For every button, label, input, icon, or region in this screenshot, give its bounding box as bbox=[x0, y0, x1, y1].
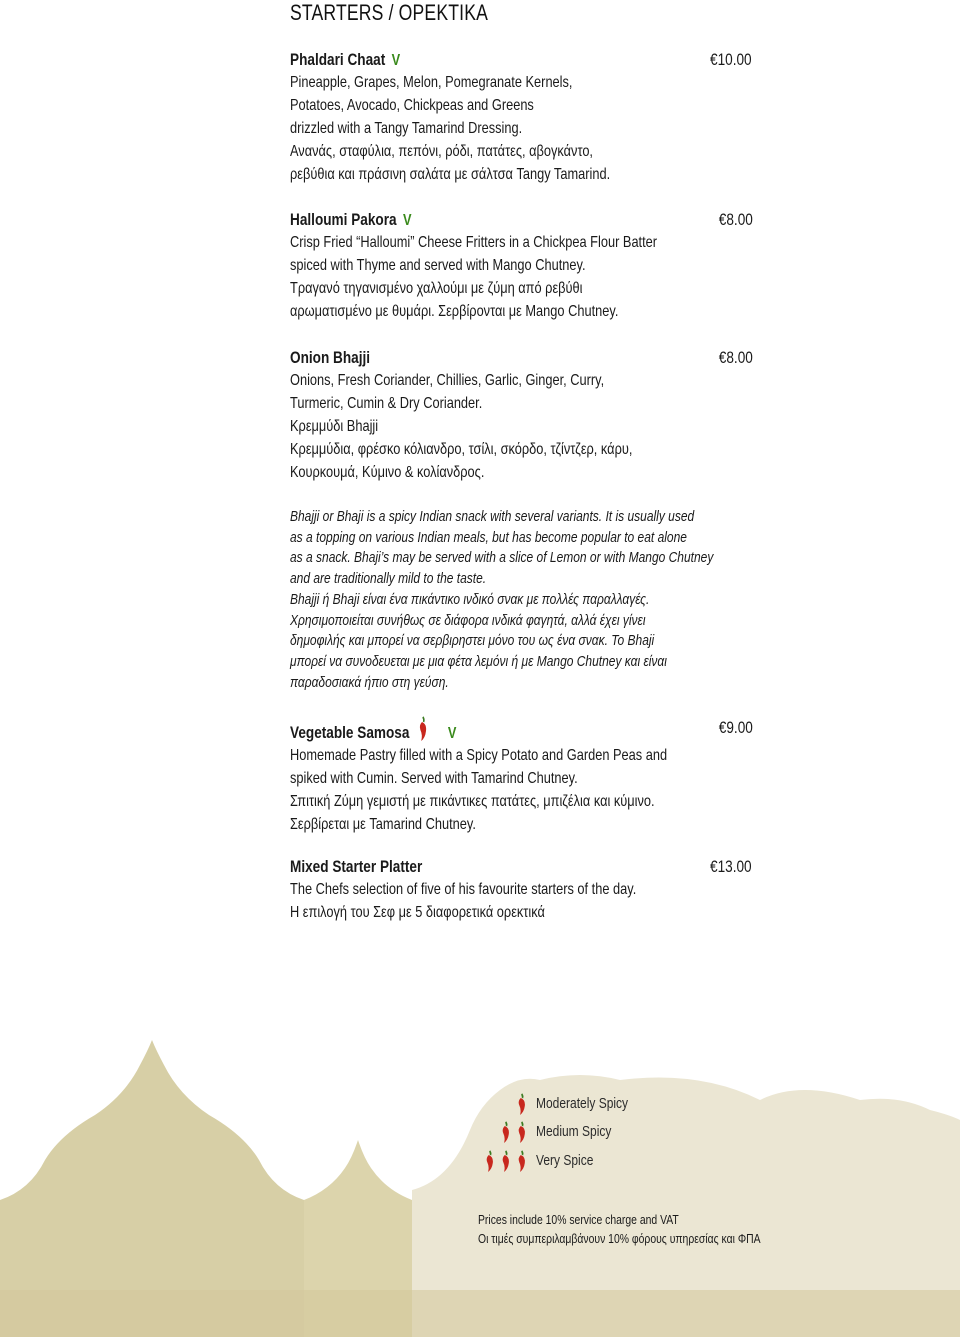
item-price: €8.00 bbox=[718, 210, 753, 229]
item-desc-line: Κουρκουμά, Κύμινο & κολίανδρος. bbox=[290, 464, 485, 481]
vegetarian-mark: V bbox=[391, 52, 401, 69]
menu-item-halloumi-pakora bbox=[290, 208, 770, 323]
menu-item-vegetable-samosa bbox=[290, 716, 770, 836]
item-desc-line: The Chefs selection of five of his favourite starters of the day. bbox=[290, 881, 637, 898]
item-desc-line: Homemade Pastry filled with a Spicy Potato and Garden Peas and bbox=[290, 747, 668, 764]
note-line: Χρησιμοποιείται συνήθως σε διάφορα ινδικά φαγητά, αλλά έχει γίνει bbox=[290, 611, 646, 629]
item-name: Onion Bhajji bbox=[290, 348, 371, 367]
item-name: Vegetable Samosa bbox=[290, 723, 410, 742]
item-desc-line: Potatoes, Avocado, Chickpeas and Greens bbox=[290, 97, 534, 114]
legend-moderately-spicy bbox=[480, 1093, 656, 1117]
note-line: and are traditionally mild to the taste. bbox=[290, 570, 487, 588]
note-line: Bhajji or Bhaji is a spicy Indian snack with several variants. It is usually used bbox=[290, 508, 695, 525]
item-price: €8.00 bbox=[718, 348, 753, 367]
dome-silhouette-decoration bbox=[0, 1040, 960, 1337]
vegetarian-mark: V bbox=[402, 212, 412, 229]
note-line: μπορεί να συνοδευεται με μια φέτα λεμόνι ή με Mango Chutney και είναι bbox=[290, 652, 667, 670]
item-name: Halloumi Pakora bbox=[290, 210, 397, 229]
item-name: Phaldari Chaat bbox=[290, 50, 386, 69]
page-title: STARTERS / ΟΡΕΚΤΙΚΑ bbox=[290, 0, 488, 25]
item-desc-line: Crisp Fried “Halloumi” Cheese Fritters in a Chickpea Flour Batter bbox=[290, 234, 658, 251]
note-line: as a snack. Bhaji’s may be served with a slice of Lemon or with Mango Chutney bbox=[290, 549, 714, 567]
menu-item-mixed-starter-platter bbox=[290, 855, 770, 924]
vat-note-gr: Οι τιμές συμπεριλαμβάνουν 10% φόρους υπηρεσίας και ΦΠΑ bbox=[478, 1231, 761, 1246]
menu-item-onion-bhajji bbox=[290, 346, 770, 484]
item-desc-line: Pineapple, Grapes, Melon, Pomegranate Kernels, bbox=[290, 74, 573, 91]
legend-label: Medium Spicy bbox=[536, 1123, 612, 1140]
item-desc-line: Η επιλογή του Σεφ με 5 διαφορετικά ορεκτικά bbox=[290, 904, 545, 921]
chili-pepper-icon bbox=[498, 1121, 530, 1145]
vegetarian-mark: V bbox=[447, 725, 457, 742]
chili-pepper-icon bbox=[482, 1150, 530, 1174]
note-line: as a topping on various Indian meals, but has become popular to eat alone bbox=[290, 528, 687, 546]
item-desc-line: αρωματισμένο με θυμάρι. Σερβίρονται με Mango Chutney. bbox=[290, 303, 619, 320]
item-desc-line: Onions, Fresh Coriander, Chillies, Garlic, Ginger, Curry, bbox=[290, 372, 605, 389]
bhajji-note bbox=[290, 507, 713, 693]
note-line: δημοφιλής και μπορεί να σερβιρηστει μόνο του ως ένα σνακ. Το Bhaji bbox=[290, 632, 655, 650]
item-desc-line: Κρεμμύδια, φρέσκο κόλιανδρο, τσίλι, σκόρδο, τζίντζερ, κάρυ, bbox=[290, 441, 633, 458]
item-desc-line: drizzled with a Tangy Tamarind Dressing. bbox=[290, 120, 523, 137]
item-desc-line: Turmeric, Cumin & Dry Coriander. bbox=[290, 395, 483, 412]
note-line: παραδοσιακά ήπιο στη γεύση. bbox=[290, 673, 449, 691]
note-line: Bhajji ή Bhaji είναι ένα πικάντικο ινδικό σνακ με πολλές παραλλαγές. bbox=[290, 590, 650, 608]
item-desc-line: Τραγανό τηγανισμένο χαλλούμι με ζύμη από ρεβύθι bbox=[290, 280, 583, 297]
menu-item-phaldari-chaat bbox=[290, 48, 770, 186]
item-desc-line: Κρεμμύδι Bhajji bbox=[290, 418, 379, 435]
vat-note-en: Prices include 10% service charge and VAT bbox=[478, 1212, 679, 1227]
item-desc-line: Σπιτική Ζύμη γεμιστή με πικάντικες πατάτες, μπιζέλια και κύμινο. bbox=[290, 793, 655, 810]
legend-label: Very Spice bbox=[536, 1152, 594, 1169]
item-price: €9.00 bbox=[718, 718, 753, 737]
item-desc-line: Ανανάς, σταφύλια, πεπόνι, ρόδι, πατάτες, αβογκάντο, bbox=[290, 143, 593, 160]
item-desc-line: spiked with Cumin. Served with Tamarind Chutney. bbox=[290, 770, 578, 787]
legend-very-spicy bbox=[480, 1150, 656, 1174]
item-desc-line: spiced with Thyme and served with Mango Chutney. bbox=[290, 257, 586, 274]
item-price: €10.00 bbox=[710, 50, 752, 69]
item-price: €13.00 bbox=[710, 857, 752, 876]
legend-label: Moderately Spicy bbox=[536, 1095, 629, 1112]
chili-pepper-icon bbox=[514, 1093, 530, 1117]
item-name: Mixed Starter Platter bbox=[290, 857, 423, 876]
item-desc-line: ρεβύθια και πράσινη σαλάτα με σάλτσα Tangy Tamarind. bbox=[290, 166, 611, 183]
chili-pepper-icon bbox=[416, 716, 430, 742]
legend-medium-spicy bbox=[480, 1121, 656, 1145]
item-desc-line: Σερβίρεται με Tamarind Chutney. bbox=[290, 816, 476, 833]
